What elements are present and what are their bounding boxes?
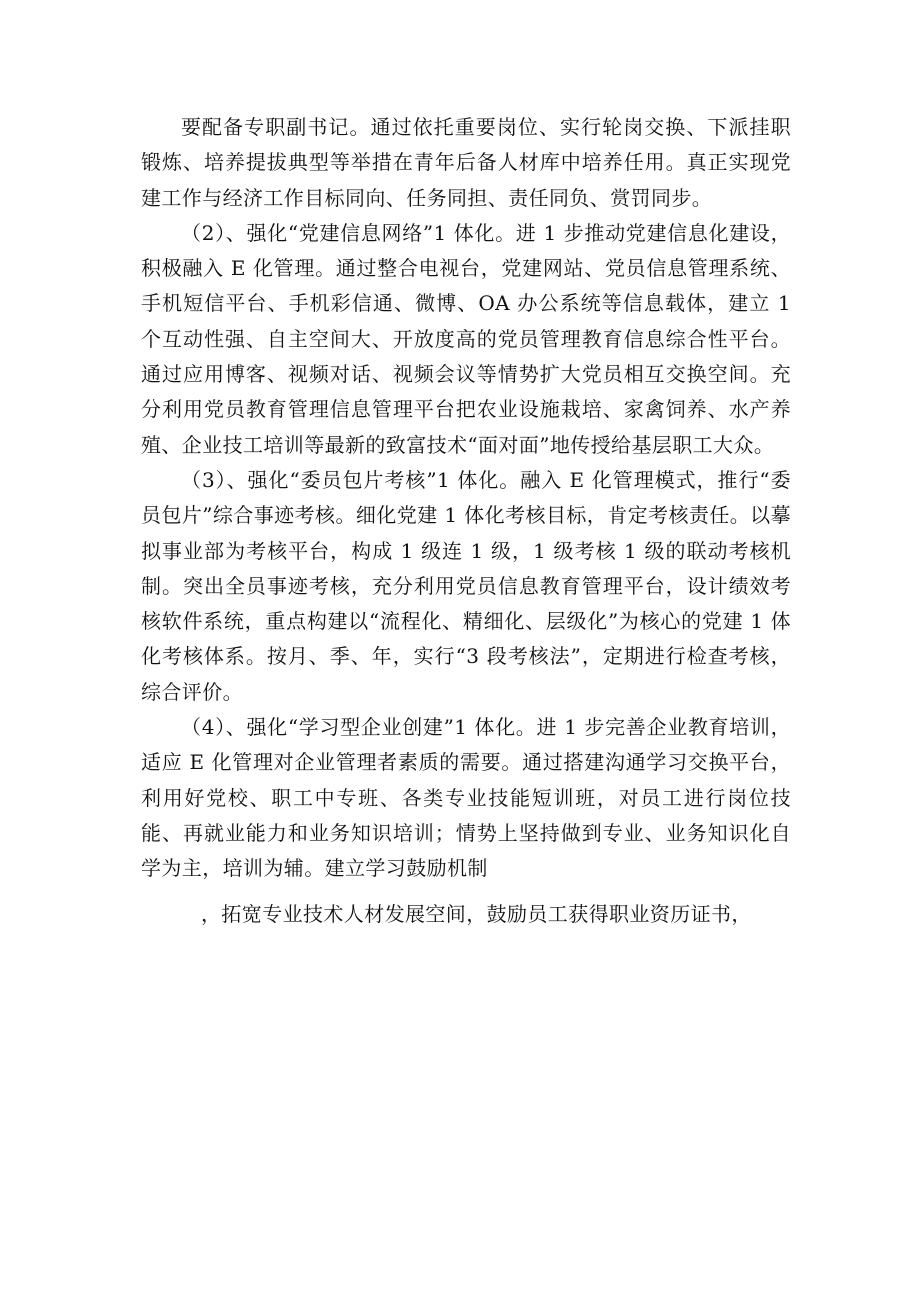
paragraph-3: （3）、强化“委员包片考核”1 体化。融入 E 化管理模式，推行“委员包片”综合事迹考核。细化党建 1 体化考核目标，肯定考核责任。以摹拟事业部为考核平台，构成 1 级连 1 级，1 级考核 1 级的联动考核机制。突出全员事迹考核，充分利用党员信息教育管理平台，设计绩效考核软件系统，重点构建以“流程化、精细化、层级化”为核心的党建 1 体化考核体系。按月、季、年，实行“3 段考核法”，定期进行检查考核，综合评价。 [141,467,791,704]
paragraph-4: （4）、强化“学习型企业创建”1 体化。进 1 步完善企业教育培训，适应 E 化管理对企业管理者素质的需要。通过搭建沟通学习交换平台，利用好党校、职工中专班、各类专业技能短训班，对员工进行岗位技能、再就业能力和业务知识培训；情势上坚持做到专业、业务知识化自学为主，培训为辅。建立学习鼓励机制 [141,715,791,881]
paragraph-1: 要配备专职副书记。通过依托重要岗位、实行轮岗交换、下派挂职锻炼、培养提拔典型等举措在青年后备人材库中培养任用。真正实现党建工作与经济工作目标同向、任务同担、责任同负、赏罚同步。 [141,115,791,210]
paragraph-continuation: ，拓宽专业技术人材发展空间，鼓励员工获得职业资历证书， [201,901,752,926]
body-text [141,110,791,932]
paragraph-2: （2）、强化“党建信息网络”1 体化。进 1 步推动党建信息化建设，积极融入 E 化管理。通过整合电视台，党建网站、党员信息管理系统、手机短信平台、手机彩信通、微博、OA 办公系统等信息载体，建立 1 个互动性强、自主空间大、开放度高的党员管理教育信息综合性平台。通过应用博客、视频对话、视频会议等情势扩大党员相互交换空间。充分利用党员教育管理信息管理平台把农业设施栽培、家禽饲养、水产养殖、企业技工培训等最新的致富技术“面对面”地传授给基层职工大众。 [141,220,791,457]
